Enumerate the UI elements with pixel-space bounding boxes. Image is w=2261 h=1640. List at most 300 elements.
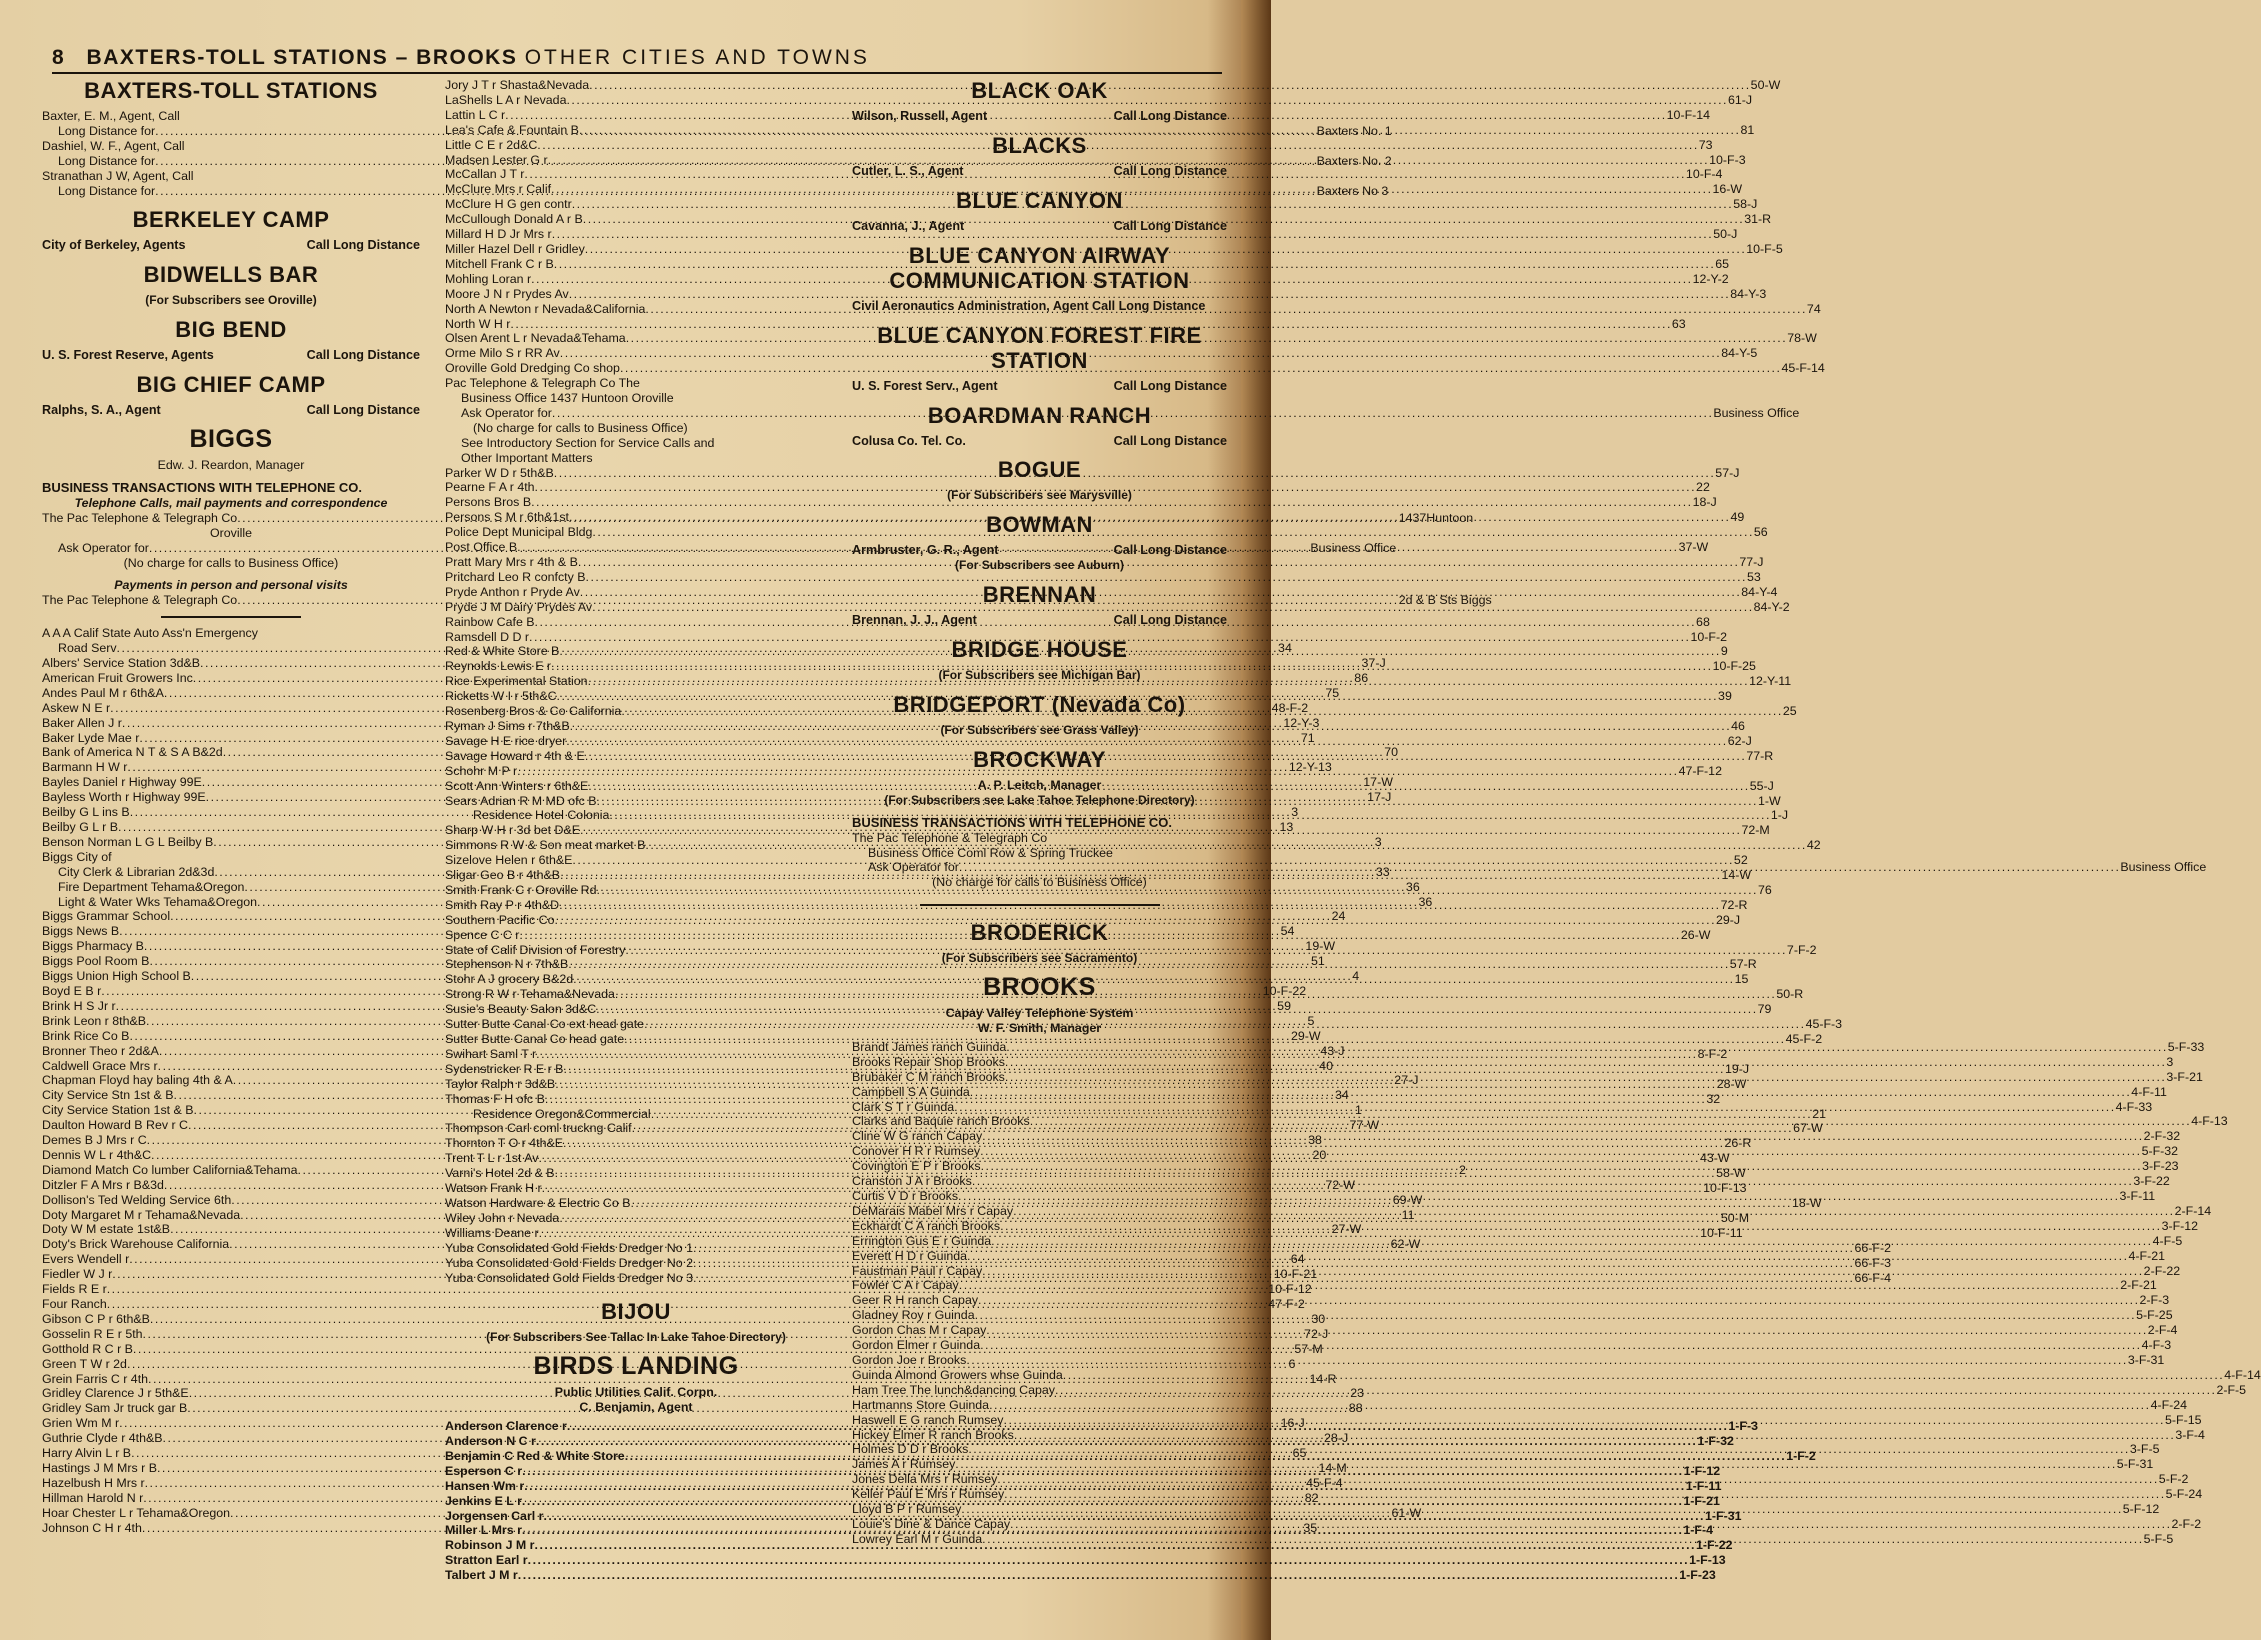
listing-name: Gordon Chas M r Capay: [852, 1323, 987, 1338]
payments-line: The Pac Telephone & Telegraph Co ..... 2d & B Sts Biggs: [42, 593, 420, 608]
ask-operator-line: Ask Operator for ..... Business Office: [42, 541, 420, 556]
listing-name: Louie's Dine & Dance Capay: [852, 1516, 1011, 1531]
listing-name: North A Newton r Nevada&California: [445, 301, 646, 316]
payments-heading: Payments in person and personal visits: [114, 578, 348, 593]
phone-number: 46: [1731, 718, 1745, 733]
agent-row: [852, 219, 1227, 234]
phone-number: 37-W: [1678, 540, 1709, 555]
leader-dots: [528, 1553, 1690, 1567]
phone-number: 35: [1303, 1520, 1318, 1535]
phone-number: 45-F-4: [1306, 1475, 1343, 1490]
listing-name: Dollison's Ted Welding Service 6th: [42, 1192, 232, 1207]
phone-number: 66-F-4: [1854, 1270, 1891, 1285]
listing-name: McCullough Donald A r B: [445, 212, 583, 227]
divider: [920, 904, 1160, 906]
listing-name: Ryman J Sims r 7th&B: [445, 718, 570, 733]
phone-number: 2-F-21: [2120, 1278, 2157, 1293]
leader-dots: [1004, 1487, 2166, 1501]
listing-name: Brooks Repair Shop Brooks: [852, 1054, 1005, 1069]
listing-row: [42, 850, 420, 865]
phone-number: 22: [1696, 480, 1710, 495]
listing-name: Clark S T r Guinda: [852, 1099, 955, 1114]
listing-row: [445, 421, 827, 436]
listing-name: Chapman Floyd hay baling 4th & A: [42, 1073, 233, 1088]
station-name: Baxters No. 2: [1316, 153, 1392, 168]
heading-brooks: BROOKS: [983, 973, 1096, 1002]
listing-name: Faustman Paul r Capay: [852, 1263, 983, 1278]
phone-number: 5-F-15: [2165, 1412, 2202, 1427]
listing-name: Jones Della Mrs r Rumsey: [852, 1472, 998, 1487]
call-note: Call Long Distance: [306, 238, 420, 253]
phone-number: 1-F-22: [1696, 1538, 1733, 1553]
phone-number: 2-F-2: [2171, 1516, 2202, 1531]
phone-number: 4-F-3: [2141, 1338, 2172, 1353]
phone-number: 3: [1374, 834, 1382, 849]
listing-name: Diamond Match Co lumber California&Tehama: [42, 1162, 298, 1177]
leader-dots: [1000, 1219, 2162, 1233]
agent-row: [42, 348, 420, 363]
listing-name: Lloyd B P r Rumsey: [852, 1502, 962, 1517]
phone-number: 53: [1747, 569, 1761, 584]
phone-number: 23: [1350, 1386, 1364, 1401]
heading-biggs: BIGGS: [189, 425, 273, 454]
phone-number: 5-F-31: [2116, 1457, 2154, 1472]
phone-number: 21: [1812, 1106, 1826, 1121]
station-name: Baxters No 3: [1316, 183, 1389, 198]
leader-dots: [961, 1502, 2123, 1516]
listing-name: Persons S M r 6th&1st: [445, 510, 569, 525]
listing-name: Smith Frank C r Oroville Rd: [445, 882, 597, 897]
station-name: Baxters No. 1: [1316, 123, 1392, 138]
listing-name: Gridley Sam Jr truck gar B: [42, 1401, 188, 1416]
listing-name: Road Serv: [58, 641, 117, 656]
divider: [161, 616, 301, 618]
listing-name: Brink Rice Co B: [42, 1028, 130, 1043]
phone-number: 42: [1806, 838, 1821, 853]
business-office-line: Business Office Coml Row & Spring Truckee: [868, 845, 1113, 860]
listing-name: See Introductory Section for Service Calls and: [461, 435, 715, 450]
listing-name: Williams Deane r: [445, 1225, 539, 1240]
leader-dots: [997, 1472, 2159, 1486]
phone-number: 19-W: [1305, 939, 1336, 954]
heading-airway-1: BLUE CANYON AIRWAY: [908, 242, 1171, 268]
phone-number: 12-Y-3: [1283, 715, 1320, 730]
listing-name: Caldwell Grace Mrs r: [42, 1058, 158, 1073]
phone-number: 72-W: [1325, 1177, 1355, 1192]
phone-number: 24: [1331, 909, 1346, 924]
page-section: OTHER CITIES AND TOWNS: [524, 46, 870, 69]
listing-name: Fields R E r: [42, 1282, 107, 1297]
listing-name: Dennis W L r 4th&C: [42, 1147, 152, 1162]
phone-number: 74: [1806, 301, 1821, 316]
heading-birds-landing: BIRDS LANDING: [533, 1352, 739, 1381]
listing-name: State of Calif Division of Forestry: [445, 942, 626, 957]
listing-name: City Service Stn 1st & B: [42, 1088, 174, 1103]
listing-name: Gridley Clarence J r 5th&E: [42, 1386, 189, 1401]
leader-dots: [991, 1234, 2153, 1248]
phone-number: 57-R: [1729, 957, 1757, 972]
phone-number: 12-Y-2: [1692, 271, 1729, 286]
listing-name: Fiedler W J r: [42, 1267, 113, 1282]
listing-name: Residence Oregon&Commercial: [473, 1106, 651, 1121]
listing-name: Ramsdell D D r: [445, 629, 529, 644]
listing-name: Biggs Pharmacy B: [42, 939, 144, 954]
listing-name: Hickey Elmer R ranch Brooks: [852, 1427, 1014, 1442]
agent-name: City of Berkeley, Agents: [42, 238, 186, 253]
phone-number: 2-F-3: [2139, 1293, 2170, 1308]
phone-number: 67-W: [1793, 1121, 1823, 1136]
leader-dots: [518, 1568, 1680, 1582]
city-label: Oroville: [210, 525, 252, 540]
phone-number: 58-W: [1716, 1166, 1746, 1181]
leader-dots: [1013, 1204, 2175, 1218]
leader-dots: [958, 1189, 2120, 1203]
listing-name: Gordon Joe r Brooks: [852, 1352, 967, 1367]
phone-number: 4-F-13: [2191, 1114, 2228, 1129]
listing-name: Johnson C H r 4th: [42, 1520, 142, 1535]
listing-row: [445, 361, 1825, 376]
listing-name: Boyd E B r: [42, 983, 102, 998]
phone-number: 2-F-22: [2143, 1263, 2181, 1278]
phone-number: 50-M: [1720, 1210, 1750, 1225]
phone-number: 28-W: [1716, 1076, 1747, 1091]
heading-bridgeport: BRIDGEPORT (Nevada Co): [893, 691, 1186, 717]
listing-name: Police Dept Municipal Bldg: [445, 525, 593, 540]
phone-number: 81: [1740, 122, 1755, 137]
listing-name: Sydenstricker R E r B: [445, 1061, 564, 1076]
call-note: Call Long Distance: [1113, 378, 1227, 393]
leader-dots: [955, 1457, 2117, 1471]
listing-name: Benjamin C Red & White Store: [445, 1448, 625, 1463]
listing-name: Light & Water Wks Tehama&Oregon: [58, 894, 258, 909]
phone-number: 5-F-25: [2136, 1308, 2173, 1323]
listing-name: Brink H S Jr r: [42, 998, 116, 1013]
phone-number: 3-F-11: [2119, 1189, 2156, 1203]
listing-name: Sutter Butte Canal Co ext head gate: [445, 1017, 645, 1032]
listing-name: Jorgensen Carl r: [445, 1508, 544, 1523]
listing-name: Trent T L r 1st Av: [445, 1151, 539, 1166]
phone-number: 10-F-13: [1703, 1181, 1747, 1196]
listing-name: Brandt James ranch Guinda: [852, 1039, 1007, 1054]
listing-name: Olsen Arent L r Nevada&Tehama: [445, 331, 626, 346]
ask-operator-line: Ask Operator for ..... Business Office: [852, 860, 1227, 875]
listing-name: Sutter Butte Canal Co head gate: [445, 1032, 625, 1046]
phone-number: 1-F-2: [1786, 1448, 1816, 1463]
leader-dots: [954, 1100, 2116, 1114]
agent-row: [852, 543, 1227, 558]
listing-name: Esperson C r: [445, 1463, 523, 1478]
agent-row: [852, 434, 1227, 449]
listing-row: [445, 316, 1686, 332]
page-header: [52, 46, 1222, 74]
listing-name: Mitchell Frank C r B: [445, 256, 554, 271]
phone-number: 18-J: [1692, 495, 1717, 510]
phone-number: 52: [1733, 853, 1748, 868]
phone-number: 1-W: [1758, 793, 1781, 808]
listing-name: Persons Bros B: [445, 495, 532, 510]
phone-number: 33: [1375, 864, 1390, 879]
call-note: Call Long Distance: [306, 348, 420, 363]
listing-row: [445, 480, 1710, 495]
leader-dots: [989, 1398, 2151, 1412]
heading-bigbend: BIG BEND: [175, 317, 287, 343]
listing-row: [445, 436, 827, 451]
leader-dots: [980, 1144, 2142, 1158]
heading-berkeley: BERKELEY CAMP: [132, 207, 330, 233]
listing-name: Guthrie Clyde r 4th&B: [42, 1431, 163, 1446]
call-note: Call Long Distance: [1113, 109, 1227, 123]
listing-name: Gosselin R E r 5th: [42, 1326, 143, 1341]
leader-dots: [980, 1338, 2142, 1352]
listing-name: Biggs Grammar School: [42, 909, 171, 924]
company: Public Utilities Calif. Corpn.: [554, 1385, 718, 1400]
phone-number: 12-Y-13: [1288, 760, 1332, 775]
listing-name: Gladney Roy r Guinda: [852, 1308, 975, 1323]
listing-name: Taylor Ralph r 3d&B: [445, 1076, 556, 1091]
agent-row: [42, 403, 420, 418]
listing-name: A A A Calif State Auto Ass'n Emergency: [42, 626, 258, 641]
phone-number: 30: [1311, 1311, 1326, 1326]
listing-name: Jory J T r Shasta&Nevada: [445, 78, 590, 92]
phone-number: 20: [1312, 1147, 1327, 1162]
listing-name: Hoar Chester L r Tehama&Oregon: [42, 1505, 231, 1520]
business-heading: BUSINESS TRANSACTIONS WITH TELEPHONE CO.: [42, 479, 362, 495]
phone-number: 73: [1698, 137, 1713, 152]
listing-row: [445, 569, 1761, 585]
leader-dots: [982, 1532, 2144, 1546]
heading-brennan: BRENNAN: [982, 582, 1097, 608]
phone-number: 34: [1335, 1088, 1349, 1103]
phone-number: 16-W: [1712, 182, 1743, 197]
phone-number: 38: [1308, 1133, 1322, 1148]
phone-number: 14-R: [1309, 1371, 1337, 1386]
listing-name: Baker Lyde Mae r: [42, 730, 140, 745]
listing-name: McClure H G gen contr: [445, 197, 572, 212]
phone-number: 77-R: [1746, 748, 1774, 763]
phone-number: 55-J: [1749, 778, 1774, 793]
listing-name: Biggs News B: [42, 924, 120, 939]
phone-number: 78-W: [1787, 331, 1817, 346]
listing-name: Sears Adrian R M MD ofc B: [445, 793, 597, 808]
listing-name: Biggs Pool Room B: [42, 954, 150, 969]
listing-name: Albers' Service Station 3d&B: [42, 656, 201, 671]
phone-number: 26-W: [1680, 927, 1711, 942]
phone-number: 82: [1304, 1490, 1319, 1505]
listing-name: Doty's Brick Warehouse California: [42, 1237, 230, 1252]
listing-name: Hazelbush H Mrs r: [42, 1475, 145, 1490]
phone-number: 65: [1292, 1446, 1307, 1461]
listing-row: [445, 451, 827, 466]
phone-number: 15: [1734, 972, 1749, 987]
phone-number: 10-F-5: [1746, 241, 1783, 256]
phone-number: 27-W: [1331, 1222, 1362, 1237]
leader-dots: [978, 1293, 2140, 1307]
listing-name: Hastings J M Mrs r B: [42, 1460, 157, 1475]
listing-name: Geer R H ranch Capay: [852, 1293, 979, 1308]
phone-number: 4-F-24: [2150, 1397, 2188, 1412]
phone-number: 66-F-2: [1854, 1240, 1891, 1255]
phone-number: 27-J: [1394, 1073, 1419, 1088]
phone-number: 4-F-5: [2152, 1233, 2183, 1248]
call-note: Call Long Distance: [1113, 433, 1227, 448]
phone-number: 2: [1459, 1162, 1466, 1177]
manager: W. F. Smith, Manager: [977, 1021, 1102, 1036]
listing-name: Ham Tree The lunch&dancing Capay: [852, 1382, 1055, 1397]
call-note: Call Long Distance: [1113, 613, 1227, 628]
phone-number: 50-R: [1776, 987, 1804, 1002]
listing-name: James A r Rumsey: [852, 1457, 956, 1472]
subscriber-note: (For Subscribers see Sacramento): [941, 951, 1138, 966]
manager: Edw. J. Reardon, Manager: [157, 458, 305, 473]
phone-number: 51: [1310, 954, 1325, 969]
listing-name: Moore J N r Prydes Av: [445, 286, 569, 301]
leader-dots: [1004, 1413, 2166, 1427]
phone-number: 45-F-2: [1785, 1032, 1823, 1046]
listing-name: City Clerk & Librarian 2d&3d: [58, 864, 215, 879]
listing-name: Stohr A J grocery B&2d: [445, 972, 574, 987]
agent-name: U. S. Forest Serv., Agent: [852, 378, 998, 393]
phone-number: 1-F-12: [1683, 1463, 1721, 1478]
agent: C. Benjamin, Agent: [579, 1400, 693, 1415]
business-heading: BUSINESS TRANSACTIONS WITH TELEPHONE CO.: [852, 814, 1172, 830]
leader-dots: [982, 1129, 2144, 1143]
phone-number: 5-F-32: [2141, 1144, 2179, 1159]
listing-name: Brubaker C M ranch Brooks: [852, 1069, 1005, 1084]
phone-number: 16-J: [1280, 1416, 1305, 1431]
listing-name: Madsen Lester G r: [445, 152, 548, 167]
listing-row: [445, 376, 827, 391]
agent-name: Cutler, L. S., Agent: [852, 163, 964, 178]
leader-dots: [982, 1264, 2144, 1278]
heading-broderick: BRODERICK: [970, 920, 1109, 946]
phone-number: 43-W: [1699, 1151, 1730, 1166]
listing-row: [445, 1553, 1726, 1568]
phone-number: 1-F-32: [1697, 1434, 1734, 1449]
heading-forest-fire-1: BLUE CANYON FOREST FIRE: [877, 322, 1202, 348]
listing-name: Evers Wendell r: [42, 1252, 130, 1267]
listing-name: Bank of America N T & S A B&2d: [42, 745, 223, 760]
listing-name: Watson Frank H r: [445, 1181, 542, 1196]
phone-number: 32: [1706, 1091, 1721, 1106]
listing-name: McClure Mrs r Calif: [445, 182, 552, 197]
leader-dots: [966, 1353, 2128, 1367]
company: Capay Valley Telephone System: [945, 1006, 1134, 1021]
listing-name: Thomas F H ofc B: [445, 1091, 545, 1106]
phone-number: 10-F-2: [1690, 629, 1727, 644]
listing-name: Savage Howard r 4th & E: [445, 748, 585, 763]
phone-number: 5-F-2: [2158, 1472, 2189, 1487]
phone-number: 13: [1279, 820, 1294, 834]
listing-name: Haswell E G ranch Rumsey: [852, 1412, 1004, 1427]
phone-number: 39: [1718, 689, 1732, 704]
listing-name: Four Ranch: [42, 1297, 107, 1311]
phone-number: 1-F-13: [1689, 1553, 1726, 1568]
listing-name: Susie's Beauty Salon 3d&C: [445, 1002, 597, 1017]
listing-row: [445, 92, 1753, 108]
listing-name: Yuba Consolidated Gold Fields Dredger No 2: [445, 1255, 693, 1270]
listing-name: Baker Allen J r: [42, 715, 122, 730]
phone-number: 4-F-14: [2224, 1367, 2261, 1382]
listing-name: Sligar Geo B r 4th&B: [445, 868, 561, 883]
phone-number: 5-F-24: [2165, 1487, 2203, 1502]
agent-name: Cavanna, J., Agent: [852, 218, 965, 233]
phone-number: 36: [1405, 879, 1420, 894]
listing-row: [445, 256, 1730, 272]
phone-number: 1-F-11: [1685, 1478, 1722, 1493]
listing-name: Ask Operator for: [461, 405, 552, 420]
phone-number: 4-F-11: [2131, 1084, 2167, 1099]
phone-number: 17-W: [1363, 775, 1393, 790]
listing-name: Orme Milo S r RR Av: [445, 346, 560, 361]
phone-number: 56: [1753, 525, 1768, 540]
call-note: Call Long Distance: [1113, 163, 1227, 178]
phone-number: 3-F-31: [2127, 1352, 2165, 1367]
phone-number: 5-F-33: [2167, 1039, 2205, 1054]
listing-name: City Service Station 1st & B: [42, 1103, 194, 1118]
listing-name: Oroville Gold Dredging Co shop: [445, 361, 620, 376]
phone-number: 3-F-23: [2142, 1159, 2179, 1174]
phone-number: 70: [1384, 745, 1398, 760]
heading-baxters: BAXTERS-TOLL STATIONS: [84, 78, 378, 103]
listing-name: Bayles Daniel r Highway 99E: [42, 775, 202, 790]
listing-name: Gordon Elmer r Guinda: [852, 1338, 981, 1353]
listing-name: Stratton Earl r: [445, 1553, 528, 1568]
listing-name: Post Office B: [445, 540, 518, 555]
phone-number: 7-F-2: [1786, 942, 1817, 957]
listing-name: Spence C C r: [445, 927, 520, 942]
phone-number: 48-F-2: [1271, 700, 1309, 715]
listing-name: Andes Paul M r 6th&A: [42, 685, 164, 700]
listing-name: Grien Wm M r: [42, 1416, 120, 1431]
listing-name: Bayless Worth r Highway 99E: [42, 790, 206, 805]
heading-bowman: BOWMAN: [986, 512, 1093, 538]
listing-name: Miller Hazel Dell r Gridley: [445, 241, 585, 256]
phone-number: 10-F-4: [1685, 167, 1723, 182]
listing-name: Millard H D Jr Mrs r: [445, 227, 552, 242]
phone-number: 37-J: [1361, 656, 1386, 671]
agent-line: Stranathan J W, Agent, Call: [42, 168, 194, 183]
listing-name: Pritchard Leo R confcty B: [445, 569, 586, 584]
leader-dots: [1005, 1070, 2167, 1084]
listing-name: Lea's Cafe & Fountain B: [445, 122, 579, 137]
leader-dots: [981, 1159, 2143, 1173]
listing-name: Keller Paul E Mrs r Rumsey: [852, 1487, 1005, 1502]
leader-dots: [972, 1174, 2134, 1188]
listing-row: [445, 972, 1749, 987]
phone-number: 57-M: [1294, 1341, 1323, 1356]
listing-row: [445, 391, 827, 406]
listing-name: Jenkins E L r: [445, 1493, 522, 1508]
listing-name: Everett H D r Guinda: [852, 1248, 968, 1263]
listing-name: Hartmanns Store Guinda: [852, 1397, 990, 1412]
listing-name: Rice Experimental Station: [445, 674, 588, 689]
leader-dots: [986, 1323, 2148, 1337]
listing-row: [42, 626, 420, 641]
agent-name: Brennan, J. J., Agent: [852, 613, 977, 628]
listing-name: Little C E r 2d&C: [445, 137, 538, 152]
listing-name: Pryde Anthon r Pryde Av: [445, 584, 580, 599]
phone-number: 77-J: [1739, 555, 1764, 569]
heading-blue-canyon: BLUE CANYON: [956, 187, 1123, 213]
listing-name: Rosenberg Bros & Co California: [445, 704, 622, 719]
heading-bridge-house: BRIDGE HOUSE: [951, 637, 1128, 663]
listing-name: Ricketts W I r 5th&C: [445, 689, 557, 704]
listing-name: Holmes D D r Brooks: [852, 1442, 969, 1457]
heading-forest-fire-2: STATION: [991, 347, 1088, 373]
phone-number: 58-J: [1733, 197, 1758, 212]
phone-number: Business Office: [1713, 405, 1800, 420]
call-note: Call Long Distance: [306, 403, 420, 418]
